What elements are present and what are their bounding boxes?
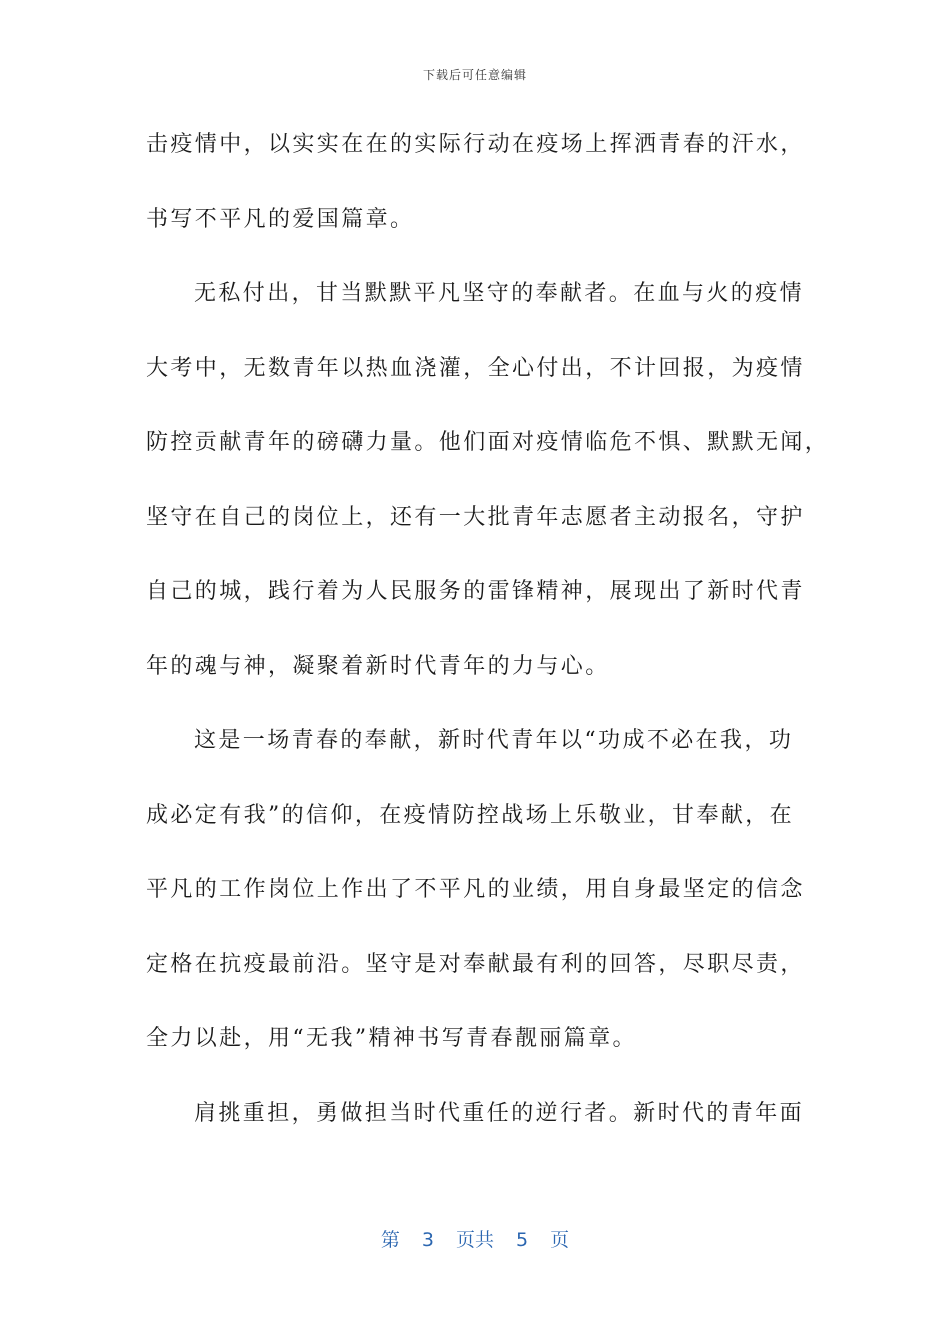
body-text: [146, 121, 830, 1164]
text-line: 全力以赴，用“无我”精神书写青春靓丽篇章。: [146, 1026, 637, 1051]
text-line: 无私付出，甘当默默平凡坚守的奉献者。在血与火的疫情: [194, 281, 805, 306]
page-prefix: 第: [380, 1229, 400, 1251]
text-line: 定格在抗疫最前沿。坚守是对奉献最有利的回答，尽职尽责，: [146, 951, 805, 977]
text-line: 肩挑重担，勇做担当时代重任的逆行者。新时代的青年面: [194, 1100, 805, 1126]
page-footer: [0, 1225, 950, 1252]
text-line: 成必定有我”的信仰，在疫情防控战场上乐敬业，甘奉献，在: [146, 802, 795, 828]
text-line: 击疫情中，以实实在在的实际行动在疫场上挥洒青春的汗水，: [146, 132, 805, 157]
text-line: 防控贡献青年的磅礴力量。他们面对疫情临危不惧、默默无闻，: [146, 430, 830, 455]
current-page-number: 3: [421, 1229, 434, 1251]
text-line: 坚守在自己的岗位上，还有一大批青年志愿者主动报名，守护: [146, 504, 805, 530]
page-middle: 页共: [455, 1229, 494, 1251]
text-line: 平凡的工作岗位上作出了不平凡的业绩，用自身最坚定的信念: [146, 877, 805, 902]
text-line: 自己的城，践行着为人民服务的雷锋精神，展现出了新时代青: [146, 579, 805, 604]
header-note: 下载后可任意编辑: [422, 68, 527, 82]
total-pages-number: 5: [516, 1229, 529, 1251]
text-line: 大考中，无数青年以热血浇灌，全心付出，不计回报，为疫情: [146, 355, 805, 381]
text-line: 这是一场青春的奉献，新时代青年以“功成不必在我，功: [194, 728, 794, 753]
text-line: 年的魂与神，凝聚着新时代青年的力与心。: [146, 653, 610, 679]
page-suffix: 页: [550, 1229, 570, 1251]
text-line: 书写不平凡的爱国篇章。: [146, 206, 415, 232]
